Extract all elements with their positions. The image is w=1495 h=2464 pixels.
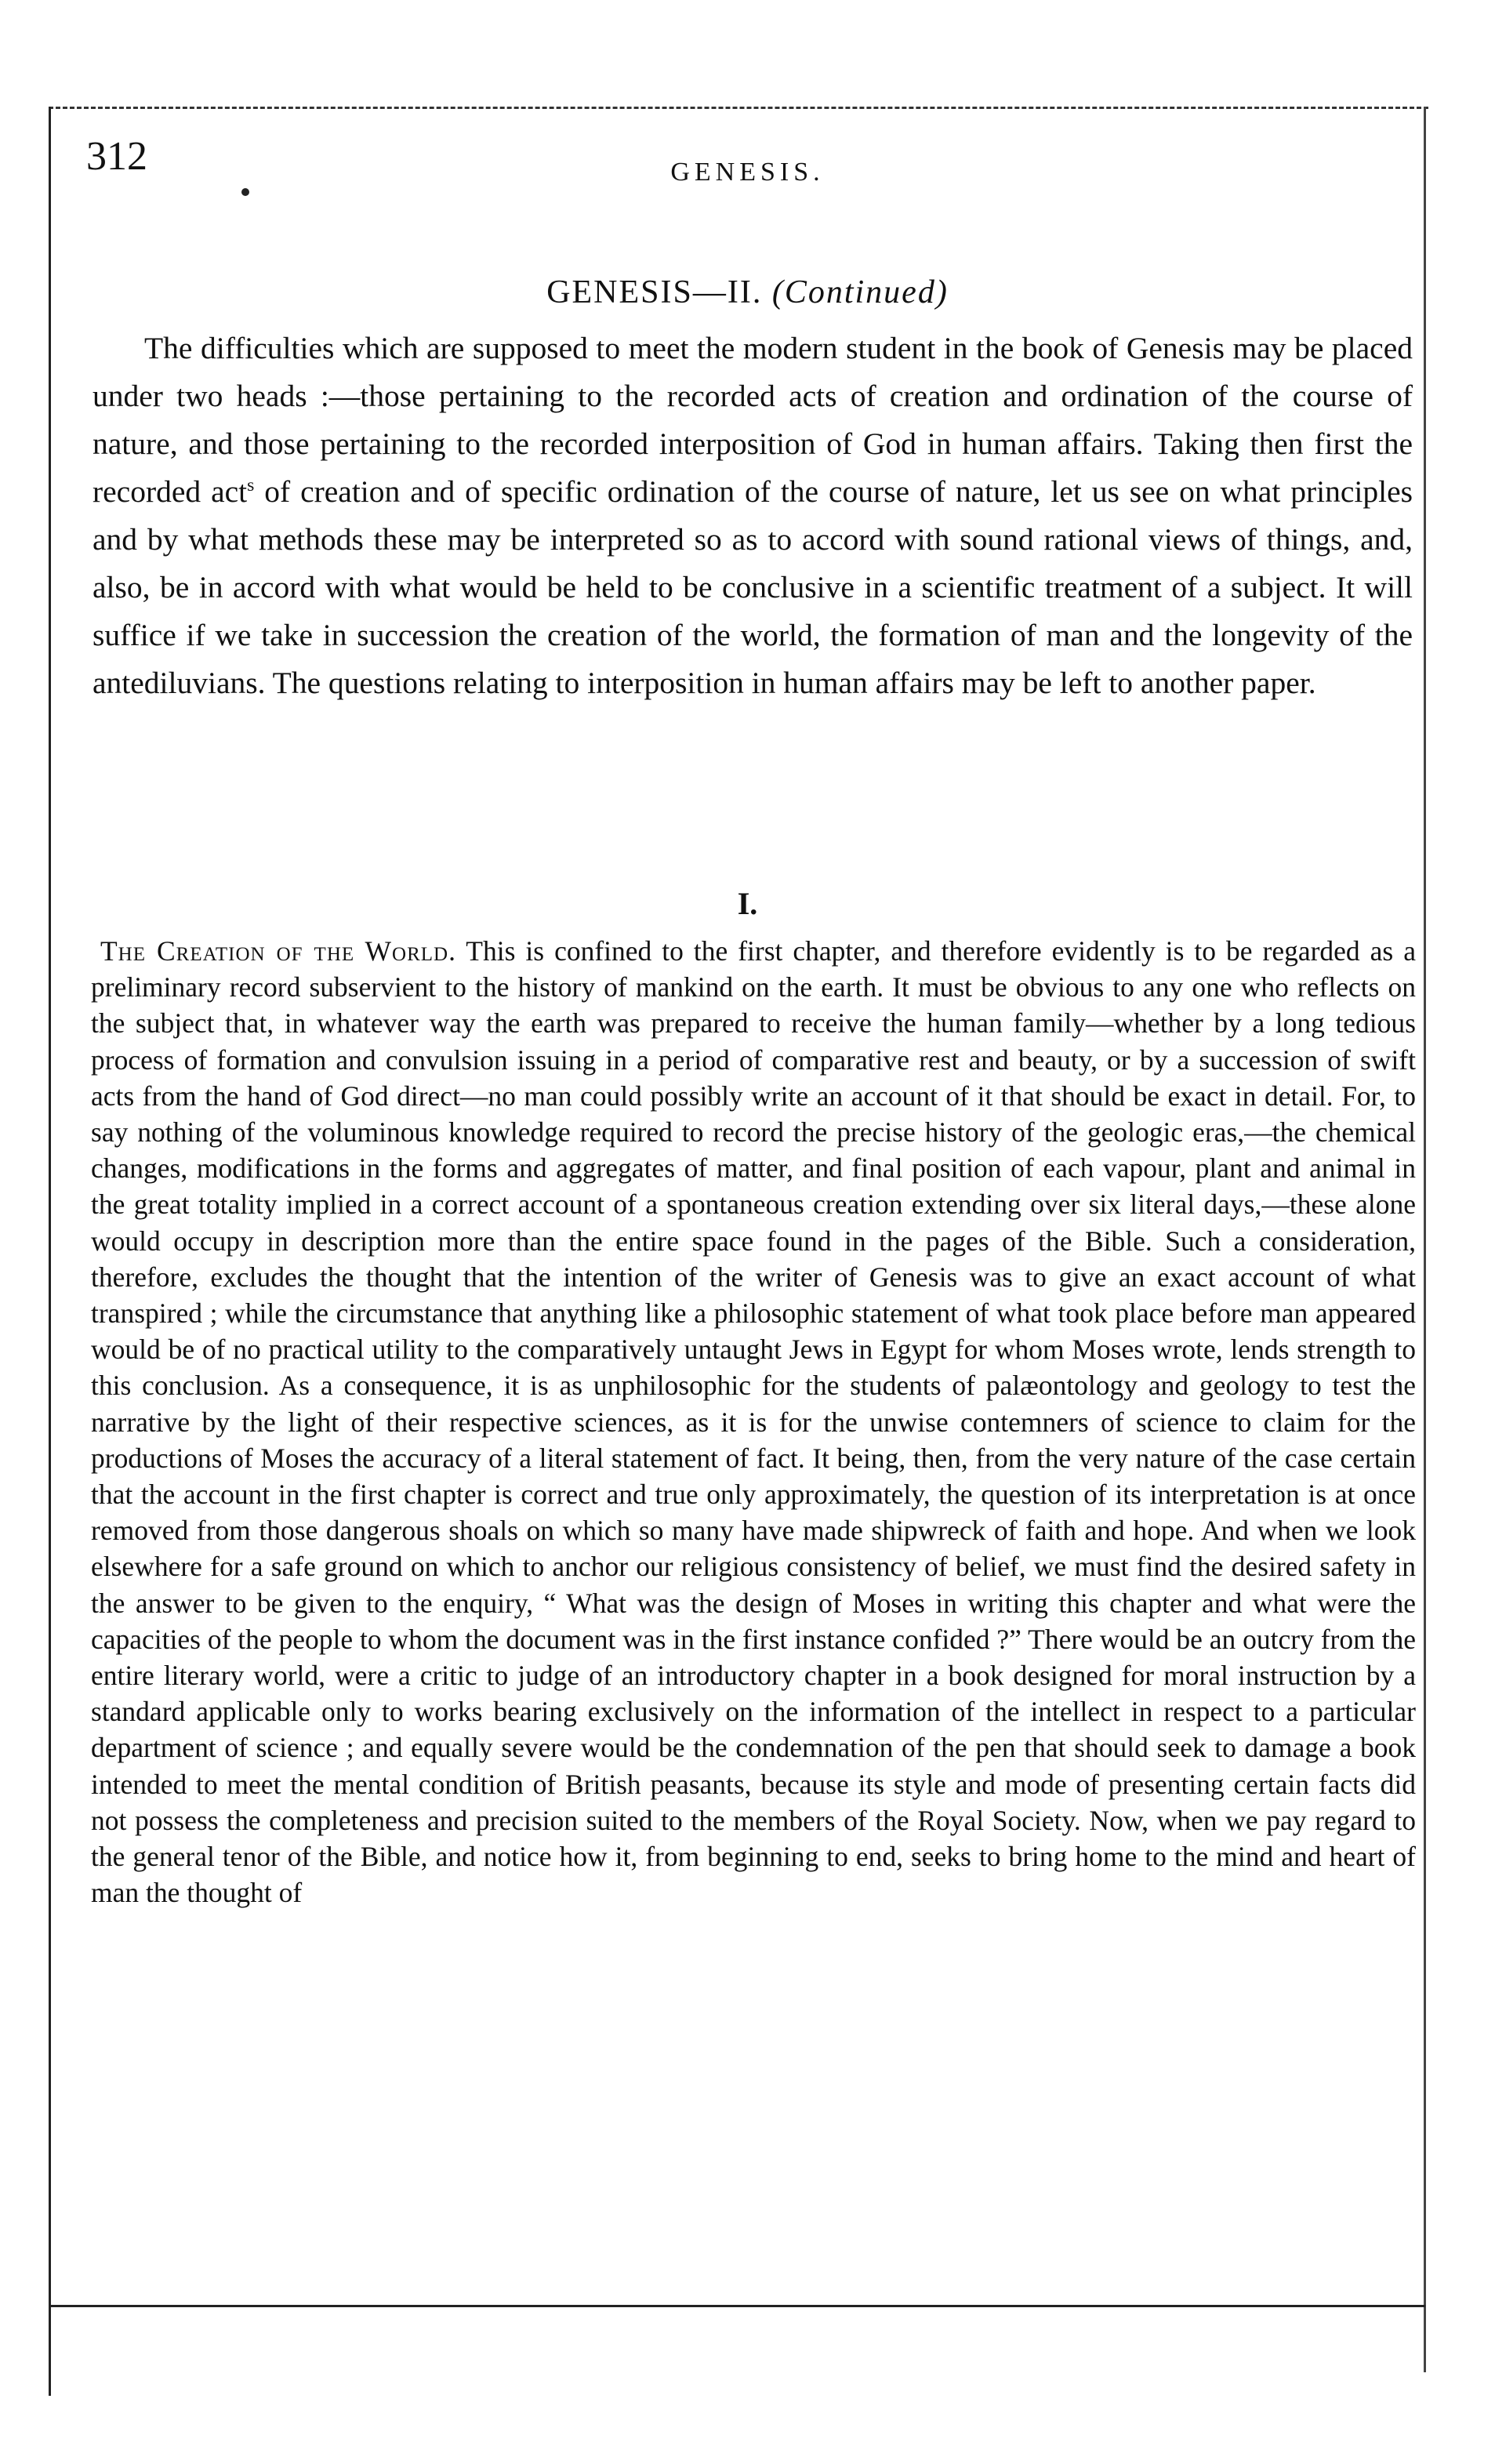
- intro-footnote-marker: s: [247, 474, 255, 495]
- intro-paragraph: [93, 325, 1413, 707]
- section-title-main: GENESIS—II.: [546, 274, 772, 310]
- section-title-continued: (Continued): [771, 274, 949, 310]
- paragraph-heading: The Creation of the World.: [100, 935, 456, 967]
- right-border-rule: [1424, 107, 1426, 2372]
- ink-speck: [241, 188, 249, 196]
- bottom-border-rule: [49, 2305, 1425, 2307]
- top-border-rule: [49, 107, 1428, 109]
- intro-text-part-2: of creation and of specific ordination of the course of nature, let us see on what principles and by what methods these may be interpreted so as to accord with sound rational views of things, and, also, be in accord with what would be held to be conclusive in a scientific treatment of a subject. It will suffice if we take in succession the creation of the world, the formation of man and the longevity of the antediluvians. The questions relating to interposition in human affairs may be left to another paper.: [93, 474, 1413, 700]
- section-title: [0, 273, 1495, 312]
- intro-text-part-1: The difficulties which are supposed to meet the modern student in the book of Genesis may be placed under two heads :—those pertaining to the recorded acts of creation and ordination of the course of nature, and those pertaining to the recorded interposition of God in human affairs. Taking then first the recorded act: [93, 331, 1413, 509]
- part-numeral: I.: [737, 886, 758, 921]
- left-border-rule: [49, 107, 51, 2396]
- paragraph-text: This is confined to the first chapter, and therefore evidently is to be regarded as a preliminary record subservient to the history of mankind on the earth. It must be obvious to any one who reflects on the subject that, in whatever way the earth was prepared to receive the human family—whether by a long tedious process of formation and convulsion issuing in a period of comparative rest and beauty, or by a succession of swift acts from the hand of God direct—no man could possibly write an account of it that should be exact in detail. For, to say nothing of the voluminous knowledge required to record the precise history of the geologic eras,—the chemical changes, modifications in the forms and aggregates of matter, and final position of each vapour, plant and animal in the great totality implied in a correct account of a spontaneous creation extending over six literal days,—these alone would occupy in description more than the entire space found in the pages of the Bible. Such a consideration, therefore, excludes the thought that the intention of the writer of Genesis was to give an exact account of what transpired ; while the circumstance that anything like a philosophic statement of what took place before man appeared would be of no practical utility to the comparatively untaught Jews in Egypt for whom Moses wrote, lends strength to this conclusion. As a consequence, it is as unphilosophic for the students of palæontology and geology to test the narrative by the light of their respective sciences, as it is for the unwise contemners of science to claim for the productions of Moses the accuracy of a literal statement of fact. It being, then, from the very nature of the case certain that the account in the first chapter is correct and true only approximately, the question of its interpretation is at once removed from those dangerous shoals on which so many have made shipwreck of faith and hope. And when we look elsewhere for a safe ground on which to anchor our religious consistency of belief, we must find the desired safety in the answer to be given to the enquiry, “ What was the design of Moses in writing this chapter and what were the capacities of the people to whom the document was in the first instance confided ?” There would be an outcry from the entire literary world, were a critic to judge of an introductory chapter in a book designed for moral instruction by a standard applicable only to works bearing exclusively on the information of the intellect in respect to a particular department of science ; and equally severe would be the condemnation of the pen that should seek to damage a book intended to meet the mental condition of British peasants, because its style and mode of presenting certain facts did not possess the completeness and precision suited to the members of the Royal Society. Now, when we pay regard to the general tenor of the Bible, and notice how it, from beginning to end, seeks to bring home to the mind and heart of man the thought of: [91, 935, 1416, 1909]
- body-paragraph: [91, 933, 1416, 1911]
- page-number: 312: [86, 134, 147, 179]
- running-head: GENESIS.: [670, 158, 825, 187]
